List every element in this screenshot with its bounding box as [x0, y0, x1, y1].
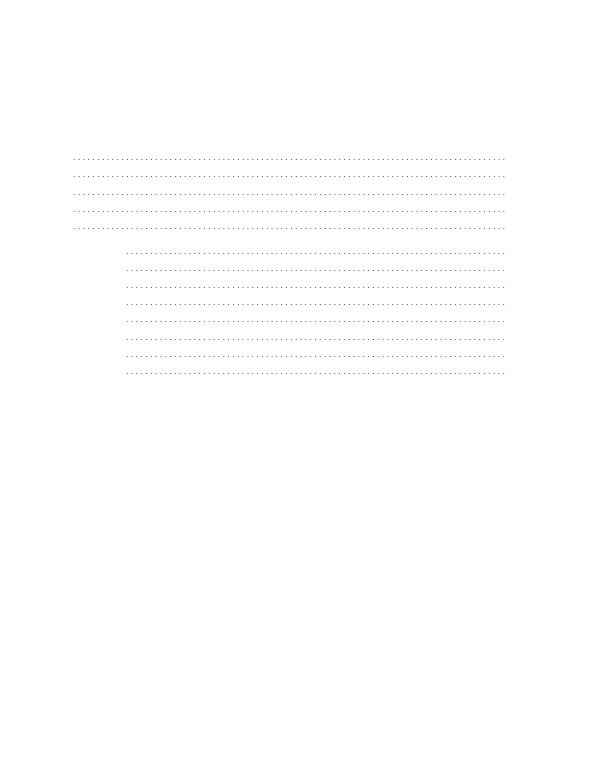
dot-leader — [73, 168, 508, 182]
toc-entry-correspondence[interactable] — [70, 186, 548, 200]
toc-section-9[interactable] — [70, 359, 548, 373]
dot-leader — [73, 203, 508, 217]
toc-entry-summary-of-changes[interactable] — [70, 220, 548, 234]
toc-entry-introduction[interactable] — [70, 203, 548, 217]
dot-leader — [126, 331, 508, 345]
dot-leader — [126, 262, 508, 276]
toc-section-3[interactable] — [70, 279, 548, 293]
dot-leader — [73, 151, 508, 165]
dot-leader — [126, 279, 508, 293]
dot-leader — [126, 245, 508, 259]
toc-section-2[interactable] — [70, 262, 548, 276]
toc-entry-committee-roster[interactable] — [70, 168, 548, 182]
dot-leader — [73, 220, 508, 234]
toc-section-4[interactable] — [70, 296, 548, 310]
dot-leader — [73, 186, 508, 200]
toc-entry-foreword[interactable] — [70, 151, 548, 165]
dot-leader — [126, 313, 508, 327]
toc-section-1[interactable] — [70, 245, 548, 259]
toc-section-5[interactable] — [70, 313, 548, 327]
toc-section-6[interactable] — [70, 331, 548, 345]
dot-leader — [126, 296, 508, 310]
